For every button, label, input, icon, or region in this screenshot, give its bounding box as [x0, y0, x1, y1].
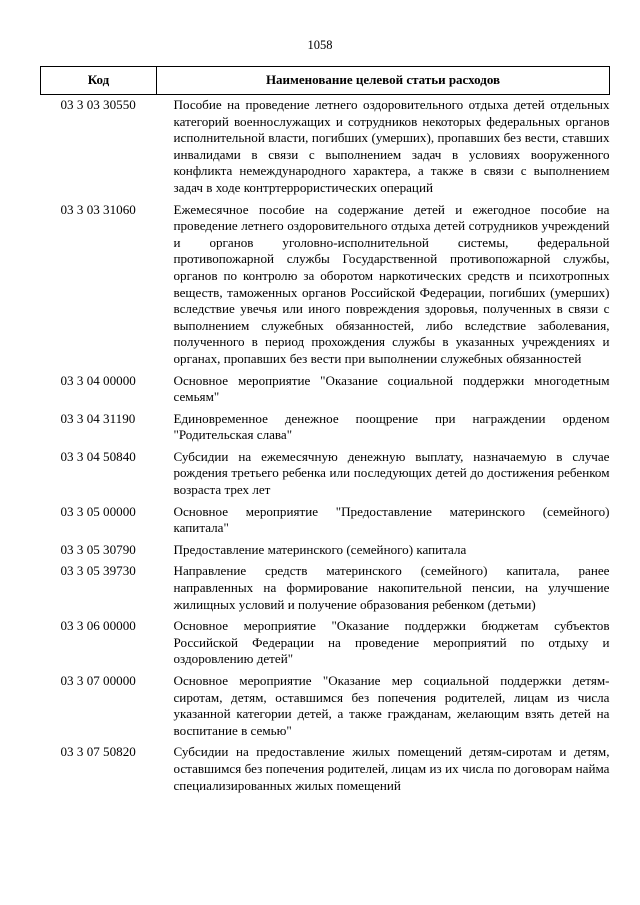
row-code: 03 3 07 00000	[60, 673, 136, 688]
row-name: Направление средств материнского (семейного) капитала, ранее направленных на формирование накопительной пенсии, на улучшение жилищных условий и получение образования ребенком (детьми)	[173, 563, 610, 612]
row-name: Основное мероприятие "Оказание мер социальной поддержки детям-сиротам, детям, оставшимся без попечения родителей, лицам из числа указанной категории детей, а также гражданам, желающим взять детей на воспитание в семью"	[173, 673, 610, 738]
table-row	[41, 744, 610, 799]
table-row	[41, 202, 610, 373]
row-code: 03 3 03 31060	[60, 201, 136, 217]
table-row	[41, 542, 610, 564]
row-name: Единовременное денежное поощрение при награждении орденом "Родительская слава"	[173, 410, 610, 443]
row-code: 03 3 05 30790	[60, 541, 136, 557]
page-number: 1058	[307, 38, 333, 52]
table-row	[41, 95, 610, 202]
row-name: Ежемесячное пособие на содержание детей и ежегодное пособие на проведение летнего оздоровительного отдыха детей сотрудников учреждений и органов уголовно-исполнительной системы, федеральной противопожарной службы Государственной противопожарной службы, органов по контролю за оборотом наркотических средств и психотропных веществ, таможенных органов Российской Федерации, погибших (умерших) вследствие увечья или иного повреждения здоровья, полученных в связи с выполнением служебных обязанностей, либо вследствие заболевания, полученного в период прохождения службы в указанных учреждениях и органах, пропавших без вести при выполнении служебных обязанностей	[173, 201, 610, 366]
table-header-row	[41, 67, 610, 95]
row-code: 03 3 04 00000	[60, 372, 136, 388]
row-name: Основное мероприятие "Оказание социальной поддержки многодетным семьям"	[173, 372, 610, 405]
row-name: Предоставление материнского (семейного) капитала	[173, 541, 467, 557]
header-name: Наименование целевой статьи расходов	[157, 67, 610, 95]
table-row	[41, 618, 610, 673]
table-row	[41, 673, 610, 744]
table-row	[41, 411, 610, 449]
row-code: 03 3 05 39730	[60, 563, 136, 579]
row-code: 03 3 04 31190	[60, 410, 136, 426]
row-name: Основное мероприятие "Предоставление материнского (семейного) капитала"	[173, 503, 610, 536]
row-code: 03 3 05 00000	[60, 503, 136, 519]
table-row	[41, 373, 610, 411]
row-name: Субсидии на предоставление жилых помещений детям-сиротам и детям, оставшимся без попечения родителей, лицам из их числа по договорам найма специализированных жилых помещений	[173, 744, 610, 793]
row-code: 03 3 04 50840	[60, 448, 136, 464]
row-code: 03 3 03 30550	[60, 97, 136, 112]
row-code: 03 3 07 50820	[60, 744, 136, 760]
table-row	[41, 563, 610, 618]
table-row	[41, 449, 610, 504]
budget-table	[40, 66, 610, 799]
table-body	[41, 95, 610, 800]
table-row	[41, 504, 610, 542]
row-name: Субсидии на ежемесячную денежную выплату, назначаемую в случае рождения третьего ребенка или последующих детей до достижения ребенком возраста трех лет	[173, 448, 610, 498]
header-code: Код	[41, 67, 157, 95]
row-name: Основное мероприятие "Оказание поддержки бюджетам субъектов Российской Федерации на проведение мероприятий по отдыху и оздоровлению детей"	[173, 618, 610, 667]
row-code: 03 3 06 00000	[60, 618, 136, 634]
row-name: Пособие на проведение летнего оздоровительного отдыха детей отдельных категорий военнослужащих и сотрудников некоторых федеральных органов исполнительной власти, погибших (умерших), пропавших без вести, ставших инвалидами в связи с выполнением задач в условиях вооруженного конфликта немеждународного характера, а также в связи с выполнением задач в ходе контртеррористических операций	[173, 97, 610, 195]
